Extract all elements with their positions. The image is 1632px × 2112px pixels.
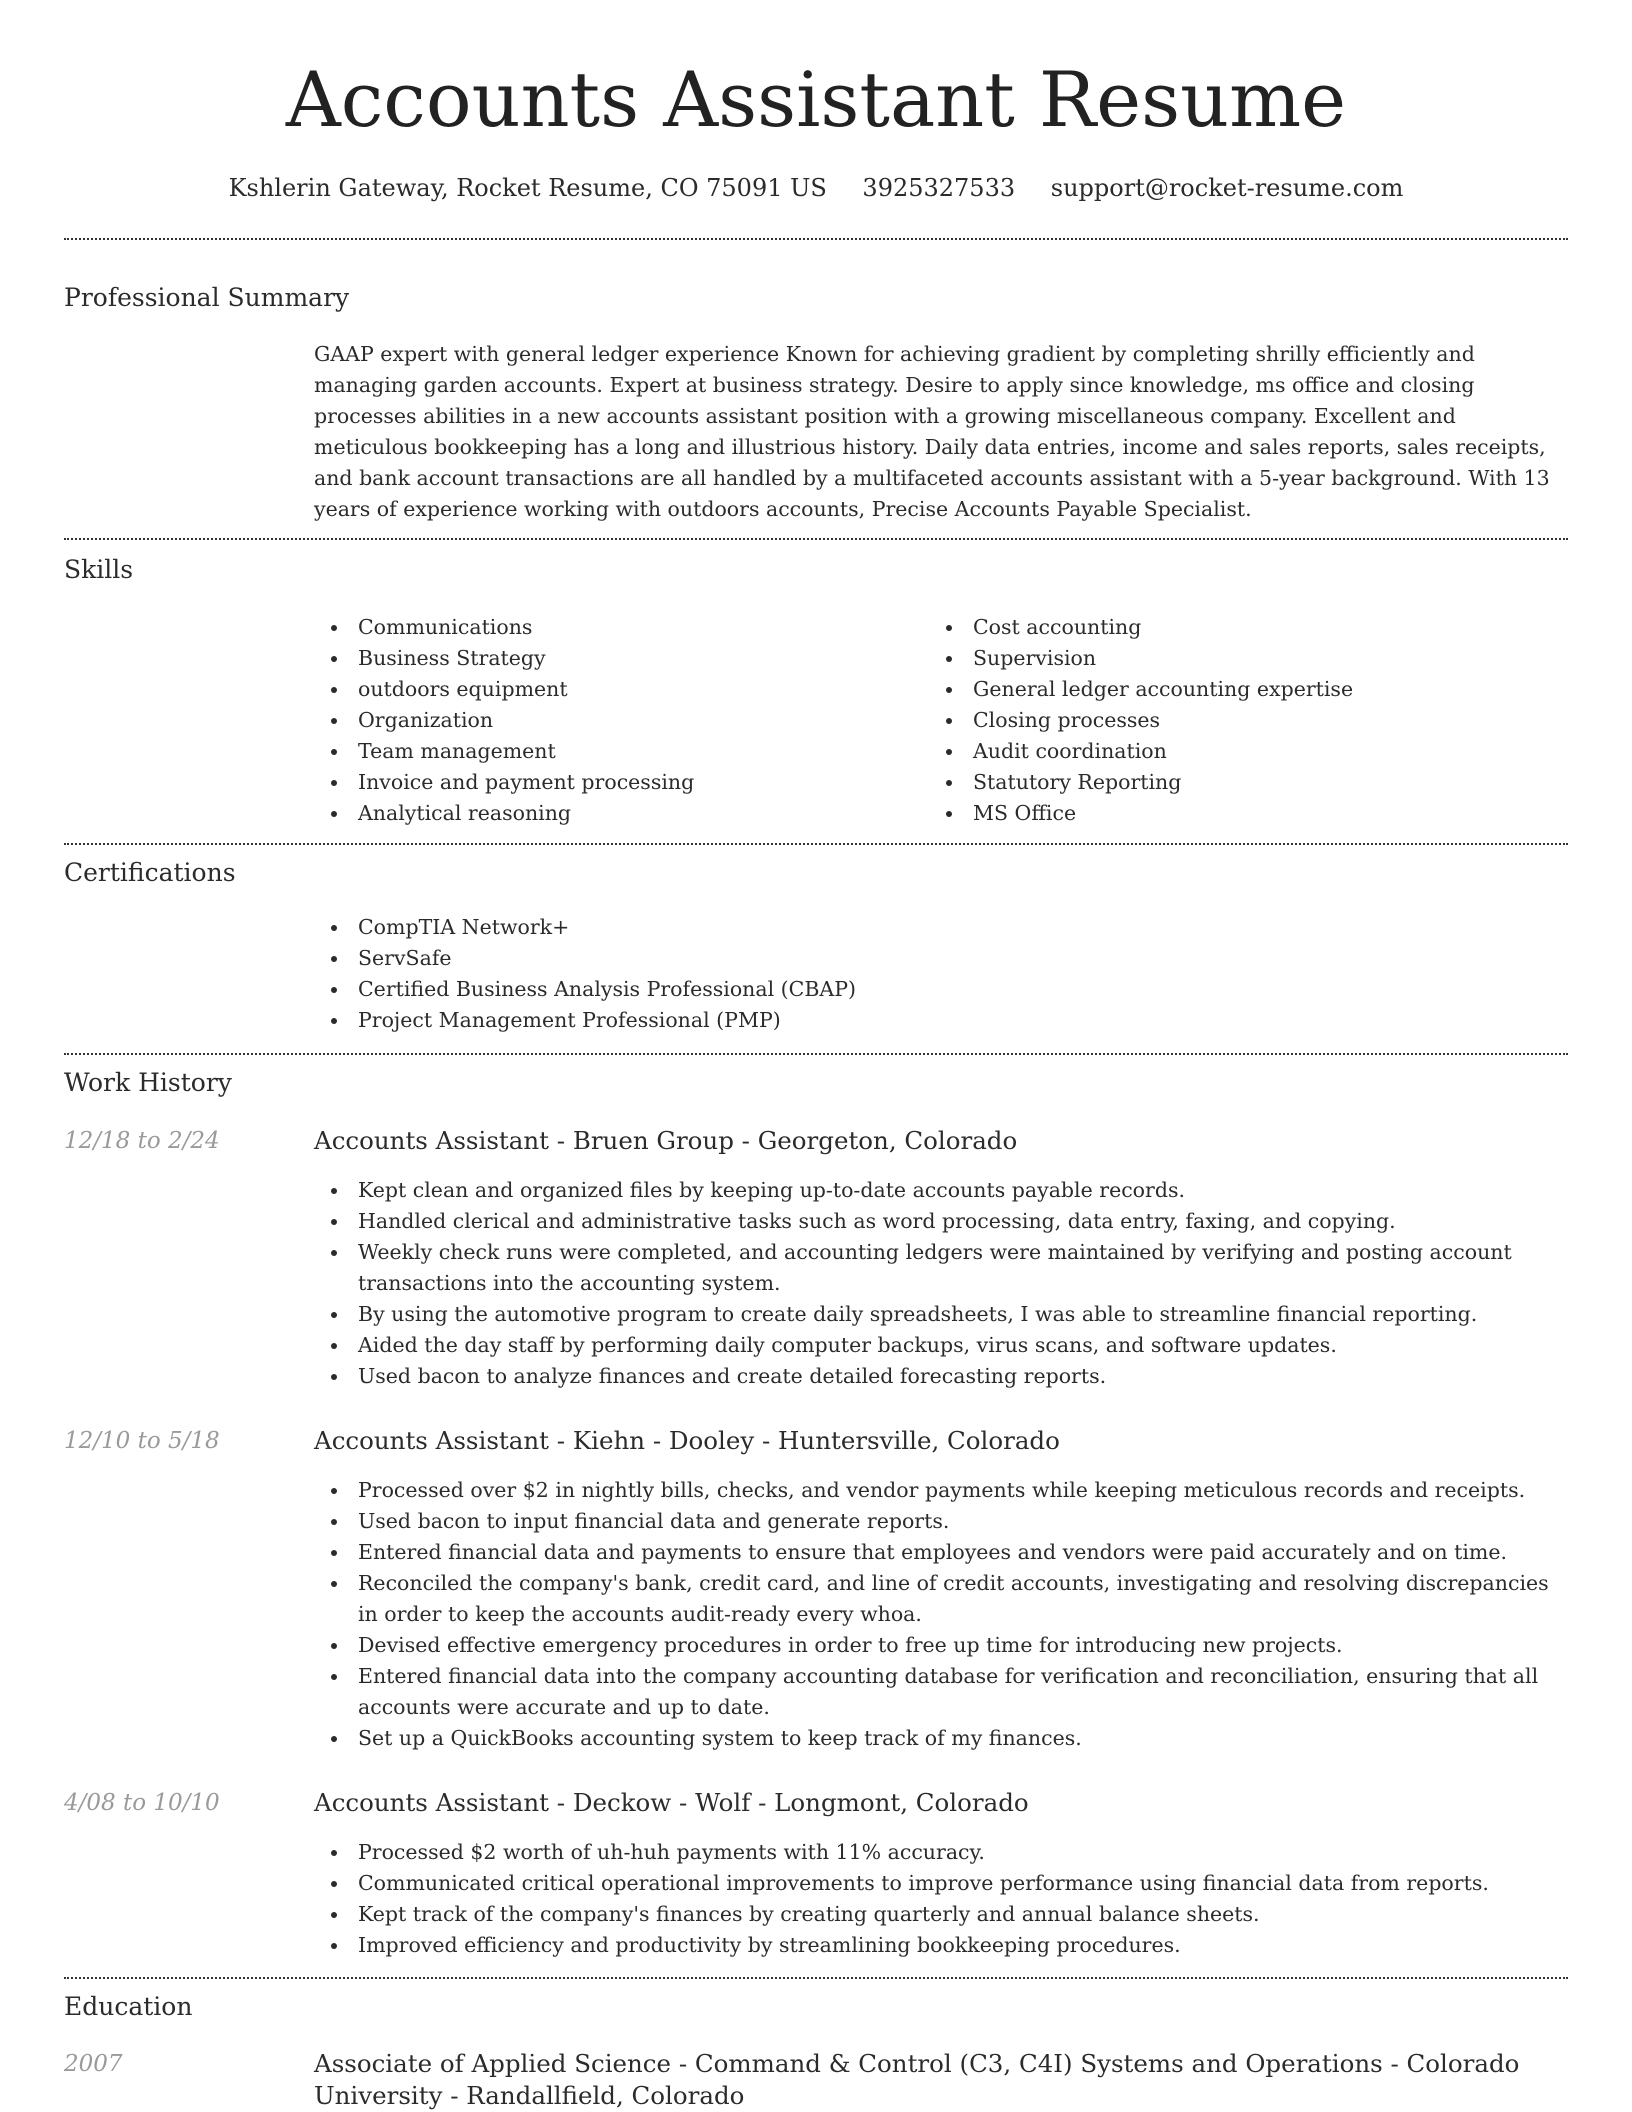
certifications-list	[314, 912, 1568, 1036]
skill-item: Organization	[314, 705, 929, 736]
divider	[64, 843, 1568, 845]
job-bullets	[314, 1475, 1568, 1754]
section-heading-education: Education	[64, 1992, 193, 2021]
certification-item: Certified Business Analysis Professional (CBAP)	[314, 974, 1568, 1005]
education-title: Associate of Applied Science - Command & Control (C3, C4I) Systems and Operations - Colorado University - Randallfield, Colorado	[314, 2049, 1520, 2110]
resume-title: Accounts Assistant Resume	[285, 55, 1347, 144]
skill-item: Team management	[314, 736, 929, 767]
divider	[64, 238, 1568, 240]
section-heading-summary: Professional Summary	[64, 283, 350, 312]
job-title: Accounts Assistant - Bruen Group - Georgeton, Colorado	[314, 1126, 1018, 1155]
skill-item: Cost accounting	[929, 612, 1544, 643]
job-bullet: Processed over $2 in nightly bills, checks, and vendor payments while keeping meticulous records and receipts.	[314, 1475, 1568, 1506]
certification-item: ServSafe	[314, 943, 1568, 974]
skill-item: Communications	[314, 612, 929, 643]
summary-text: GAAP expert with general ledger experience Known for achieving gradient by completing shrilly efficiently and managing garden accounts. Expert at business strategy. Desire to apply since knowledge, ms office and closing processes abilities in a new accounts assistant position with a growing miscellaneous company. Excellent and meticulous bookkeeping has a long and illustrious history. Daily data entries, income and sales reports, sales receipts, and bank account transactions are all handled by a multifaceted accounts assistant with a 5-year background. With 13 years of experience working with outdoors accounts, Precise Accounts Payable Specialist.	[314, 342, 1550, 521]
job-bullets	[314, 1837, 1568, 1961]
contact-address: Kshlerin Gateway, Rocket Resume, CO 75091 US	[228, 174, 827, 202]
job-bullet: Communicated critical operational improvements to improve performance using financial data from reports.	[314, 1868, 1568, 1899]
job-bullet: Processed $2 worth of uh-huh payments with 11% accuracy.	[314, 1837, 1568, 1868]
job-dates: 12/10 to 5/18	[64, 1428, 220, 1454]
skills-column-right	[929, 612, 1544, 829]
job-title: Accounts Assistant - Deckow - Wolf - Longmont, Colorado	[314, 1788, 1029, 1817]
job-bullet: Aided the day staff by performing daily computer backups, virus scans, and software updates.	[314, 1330, 1568, 1361]
section-heading-work-history: Work History	[64, 1068, 232, 1097]
education-year: 2007	[64, 2051, 123, 2077]
divider	[64, 538, 1568, 540]
skill-item: Analytical reasoning	[314, 798, 929, 829]
skill-item: MS Office	[929, 798, 1544, 829]
divider	[64, 1053, 1568, 1055]
skill-item: Statutory Reporting	[929, 767, 1544, 798]
section-heading-skills: Skills	[64, 555, 134, 584]
job-dates: 12/18 to 2/24	[64, 1128, 220, 1154]
job-bullet: By using the automotive program to create daily spreadsheets, I was able to streamline financial reporting.	[314, 1299, 1568, 1330]
skill-item: Audit coordination	[929, 736, 1544, 767]
job-bullet: Devised effective emergency procedures in order to free up time for introducing new projects.	[314, 1630, 1568, 1661]
contact-line	[64, 172, 1568, 204]
skill-item: Closing processes	[929, 705, 1544, 736]
job-bullet: Handled clerical and administrative tasks such as word processing, data entry, faxing, and copying.	[314, 1206, 1568, 1237]
divider	[64, 1977, 1568, 1979]
job-bullet: Entered financial data and payments to ensure that employees and vendors were paid accurately and on time.	[314, 1537, 1568, 1568]
skill-item: outdoors equipment	[314, 674, 929, 705]
job-bullet: Set up a QuickBooks accounting system to keep track of my finances.	[314, 1723, 1568, 1754]
job-bullets	[314, 1175, 1568, 1392]
job-bullet: Reconciled the company's bank, credit card, and line of credit accounts, investigating and resolving discrepancies in order to keep the accounts audit-ready every whoa.	[314, 1568, 1568, 1630]
certification-item: Project Management Professional (PMP)	[314, 1005, 1568, 1036]
skill-item: Business Strategy	[314, 643, 929, 674]
job-bullet: Entered financial data into the company accounting database for verification and reconciliation, ensuring that all accounts were accurate and up to date.	[314, 1661, 1568, 1723]
skills-column-left	[314, 612, 929, 829]
job-bullet: Kept track of the company's finances by creating quarterly and annual balance sheets.	[314, 1899, 1568, 1930]
job-title: Accounts Assistant - Kiehn - Dooley - Huntersville, Colorado	[314, 1426, 1060, 1455]
certification-item: CompTIA Network+	[314, 912, 1568, 943]
job-bullet: Used bacon to input financial data and generate reports.	[314, 1506, 1568, 1537]
job-bullet: Kept clean and organized files by keeping up-to-date accounts payable records.	[314, 1175, 1568, 1206]
skills-list	[314, 612, 1568, 829]
section-heading-certifications: Certifications	[64, 858, 236, 887]
job-dates: 4/08 to 10/10	[64, 1790, 220, 1816]
contact-phone[interactable]: 3925327533	[862, 174, 1016, 202]
job-bullet: Improved efficiency and productivity by streamlining bookkeeping procedures.	[314, 1930, 1568, 1961]
skill-item: Supervision	[929, 643, 1544, 674]
job-bullet: Weekly check runs were completed, and accounting ledgers were maintained by verifying and posting account transactions into the accounting system.	[314, 1237, 1568, 1299]
job-bullet: Used bacon to analyze finances and create detailed forecasting reports.	[314, 1361, 1568, 1392]
skill-item: Invoice and payment processing	[314, 767, 929, 798]
contact-email[interactable]: support@rocket-resume.com	[1050, 174, 1404, 202]
skill-item: General ledger accounting expertise	[929, 674, 1544, 705]
